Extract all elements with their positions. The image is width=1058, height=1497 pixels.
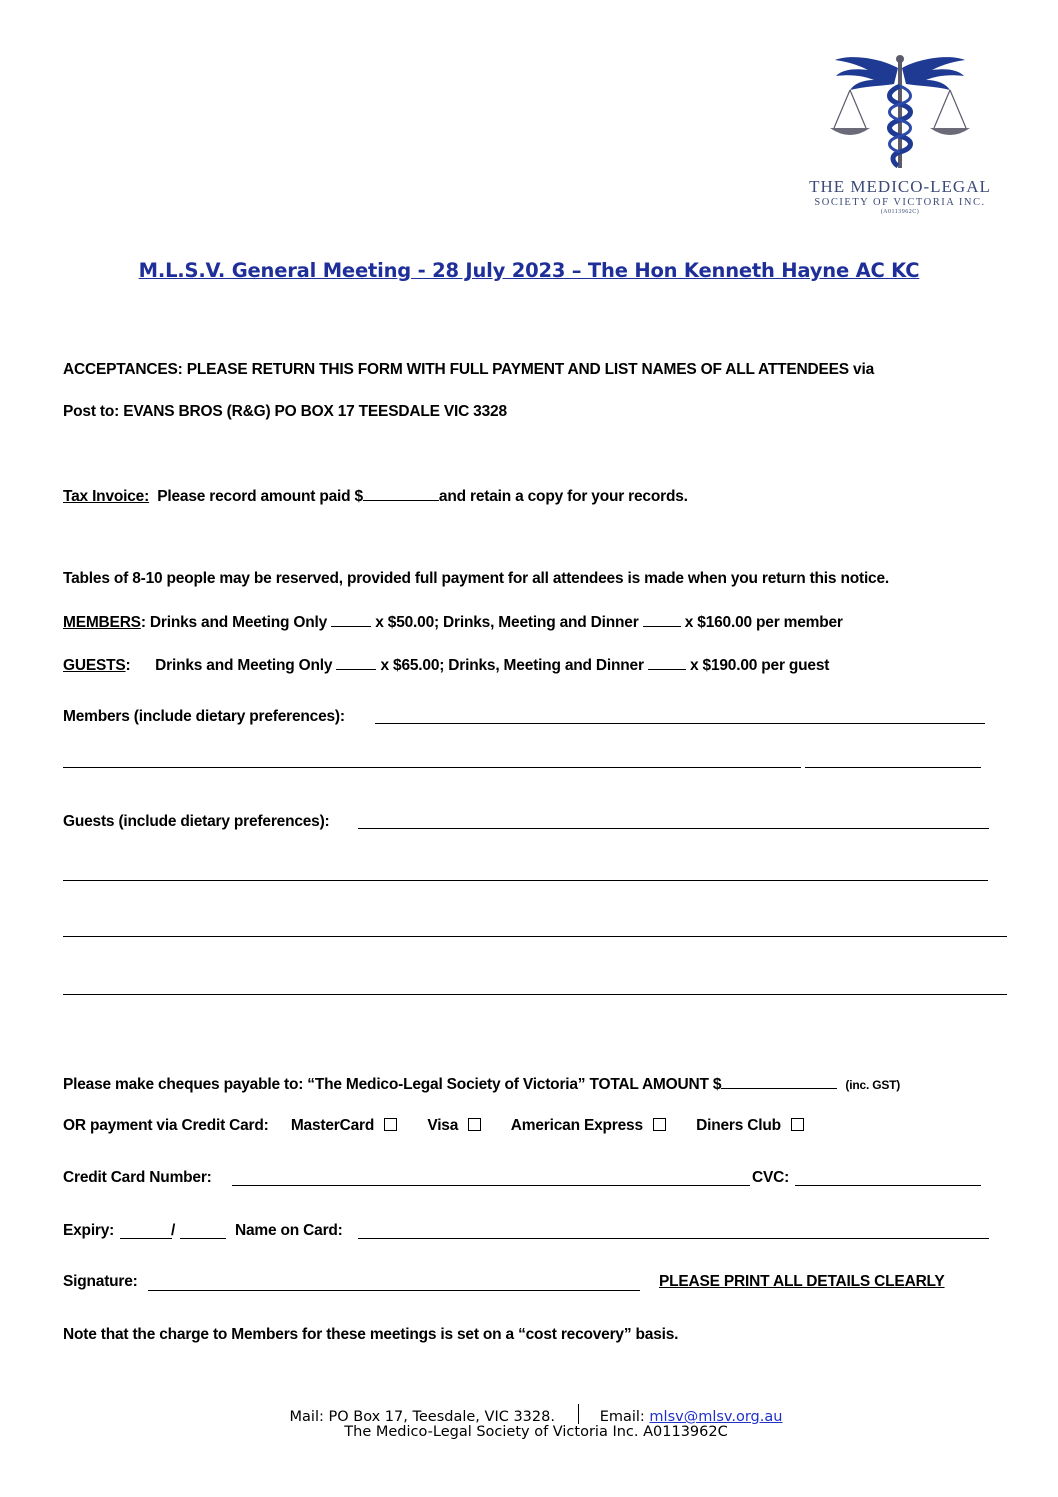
mastercard-checkbox[interactable]: [384, 1118, 397, 1131]
footer-mail: Mail: PO Box 17, Teesdale, VIC 3328.: [289, 1409, 555, 1425]
footer-email-label: Email:: [599, 1409, 645, 1425]
members-pricing-row: [63, 612, 843, 632]
gst-note: (inc. GST): [845, 1078, 901, 1092]
members-names-line-1[interactable]: [375, 723, 985, 724]
tables-note: Tables of 8-10 people may be reserved, provided full payment for all attendees is made when you return this notice.: [63, 570, 889, 587]
tax-invoice-after: and retain a copy for your records.: [438, 488, 688, 505]
guests-names-line-2[interactable]: [63, 880, 988, 881]
logo-line-3: (A0113962C): [880, 209, 920, 215]
acceptances-line-1: ACCEPTANCES: PLEASE RETURN THIS FORM WITH FULL PAYMENT AND LIST NAMES OF ALL ATTENDEES via: [63, 361, 874, 378]
visa-checkbox[interactable]: [468, 1118, 481, 1131]
card-number-field[interactable]: [232, 1185, 750, 1186]
credit-card-row: [63, 1117, 804, 1135]
members-option-2: x $50.00; Drinks, Meeting and Dinner: [375, 614, 639, 631]
footer-society: The Medico-Legal Society of Victoria Inc. A0113962C: [344, 1424, 728, 1440]
members-names-label: Members (include dietary preferences):: [63, 708, 345, 725]
visa-option: Visa: [427, 1117, 459, 1134]
name-on-card-field[interactable]: [358, 1238, 989, 1239]
guests-option-3: x $190.00 per guest: [690, 657, 830, 674]
print-notice: PLEASE PRINT ALL DETAILS CLEARLY: [659, 1273, 945, 1290]
tax-invoice-text: Please record amount paid $: [157, 488, 363, 505]
caduceus-scales-icon: [790, 50, 1010, 175]
members-label: MEMBERS: [63, 614, 141, 631]
members-dinner-qty-field[interactable]: [643, 612, 681, 627]
amex-checkbox[interactable]: [653, 1118, 666, 1131]
footer-contact: [0, 1404, 1058, 1425]
guests-names-line-3[interactable]: [63, 936, 1007, 937]
members-option-3: x $160.00 per member: [684, 614, 843, 631]
footer-divider: [578, 1404, 580, 1424]
signature-label: Signature:: [63, 1273, 138, 1290]
expiry-separator: /: [171, 1222, 176, 1239]
expiry-label: Expiry:: [63, 1222, 115, 1239]
cheques-row: [63, 1074, 900, 1094]
guests-label: GUESTS: [63, 657, 126, 674]
footer-email-link[interactable]: mlsv@mlsv.org.au: [649, 1409, 783, 1425]
card-number-label: Credit Card Number:: [63, 1169, 212, 1186]
acceptances-line-2: Post to: EVANS BROS (R&G) PO BOX 17 TEESDALE VIC 3328: [63, 403, 507, 420]
diners-checkbox[interactable]: [791, 1118, 804, 1131]
guests-drinks-qty-field[interactable]: [336, 655, 376, 670]
guests-names-line-1[interactable]: [358, 828, 989, 829]
members-names-line-3[interactable]: [805, 767, 981, 768]
members-drinks-qty-field[interactable]: [331, 612, 371, 627]
members-option-1: Drinks and Meeting Only: [149, 614, 328, 631]
guests-pricing-row: [63, 655, 829, 675]
mastercard-option: MasterCard: [290, 1117, 375, 1134]
guests-option-1: Drinks and Meeting Only: [155, 657, 333, 674]
name-on-card-label: Name on Card:: [235, 1222, 343, 1239]
expiry-year-field[interactable]: [180, 1238, 226, 1239]
cvc-label: CVC:: [752, 1169, 790, 1186]
members-names-line-2[interactable]: [63, 767, 801, 768]
amount-paid-field[interactable]: [363, 486, 439, 501]
logo-line-1: THE MEDICO-LEGAL: [809, 177, 991, 196]
expiry-month-field[interactable]: [120, 1238, 172, 1239]
amex-option: American Express: [510, 1117, 643, 1134]
tax-invoice-row: [63, 486, 688, 506]
logo-line-2: SOCIETY OF VICTORIA INC.: [814, 197, 986, 208]
cvc-field[interactable]: [795, 1185, 981, 1186]
total-amount-field[interactable]: [721, 1074, 837, 1089]
diners-option: Diners Club: [696, 1117, 781, 1134]
guests-names-line-4[interactable]: [63, 994, 1007, 995]
guests-dinner-qty-field[interactable]: [648, 655, 686, 670]
guests-option-2: x $65.00; Drinks, Meeting and Dinner: [380, 657, 644, 674]
guests-colon: :: [125, 657, 131, 674]
society-logo: [790, 50, 1010, 220]
guests-names-label: Guests (include dietary preferences):: [63, 813, 330, 830]
credit-card-label: OR payment via Credit Card:: [63, 1117, 269, 1134]
signature-field[interactable]: [148, 1290, 640, 1291]
cheques-text: Please make cheques payable to: “The Medico-Legal Society of Victoria” TOTAL AMOUNT $: [63, 1076, 722, 1093]
members-colon: :: [140, 614, 146, 631]
tax-invoice-label: Tax Invoice:: [63, 488, 150, 505]
page-title: M.L.S.V. General Meeting - 28 July 2023 – The Hon Kenneth Hayne AC KC: [138, 259, 920, 282]
cost-recovery-note: Note that the charge to Members for these meetings is set on a “cost recovery” basis.: [63, 1326, 679, 1343]
